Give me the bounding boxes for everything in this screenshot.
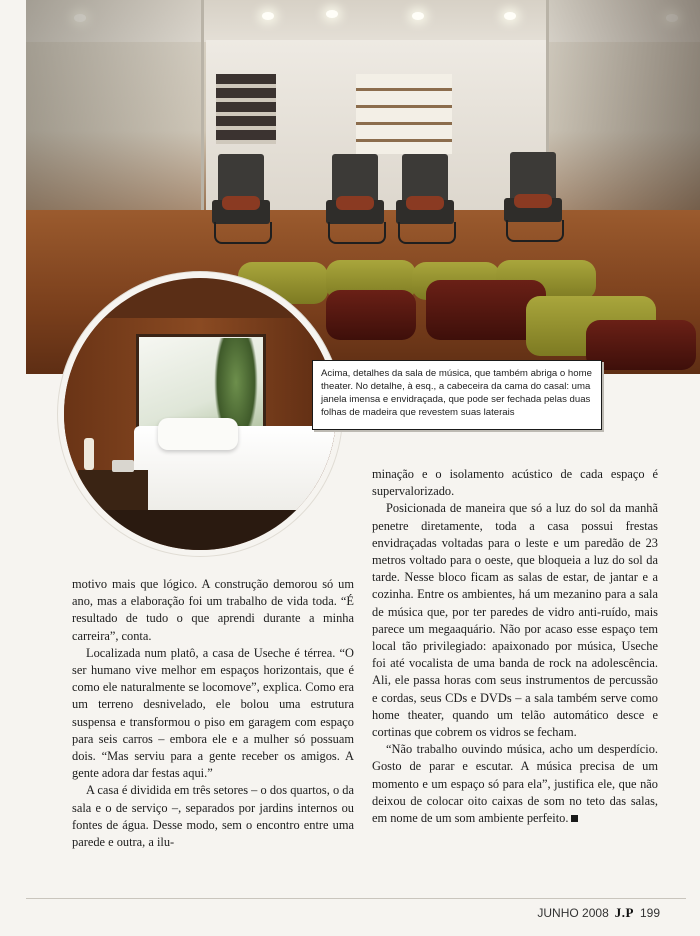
bedroom-inset-photo: [58, 272, 342, 556]
media-shelf: [216, 74, 276, 144]
paragraph: A casa é dividida em três setores – o dos quartos, o da sala e o de serviço –, separados por jardins internos ou fontes de água. Desse modo, sem o encontro entre uma parede e outra, a ilu-: [72, 783, 354, 850]
bedroom-floor: [64, 510, 336, 550]
floor-cushion: [586, 320, 696, 370]
footer-divider: [26, 898, 686, 899]
page-number: 199: [639, 906, 660, 920]
lounge-chair: [394, 154, 456, 242]
photo-caption: Acima, detalhes da sala de música, que também abriga o home theater. No detalhe, à esq., a cabeceira da cama do casal: uma janela imensa e envidraçada, que pode ser fechada pelas duas folhas de madeira que revestem suas laterais: [312, 360, 602, 430]
issue-date: JUNHO 2008: [537, 906, 609, 920]
floor-cushion: [326, 290, 416, 340]
magazine-logo: J.P: [614, 905, 634, 920]
ceiling-light: [504, 12, 516, 20]
nightstand: [78, 470, 148, 510]
lounge-chair: [324, 154, 386, 242]
lamp: [84, 438, 94, 470]
lounge-chair: [210, 154, 272, 242]
article-column-left: [72, 576, 354, 851]
paragraph: Localizada num platô, a casa de Useche é térrea. “O ser humano vive melhor em espaços horizontais, que é como ele naturalmente se locomove”, explica. Como era um terreno desnivelado, ele bolou uma estrutura suspensa e transformou o piso em garagem com espaço para seis carros – embora ele e a mulher só possuam dois. “Mas serviu para a gente receber os amigos. A gente adora dar festas aqui.”: [72, 645, 354, 781]
lounge-chair: [502, 152, 564, 240]
paragraph: [372, 741, 658, 827]
telephone: [112, 460, 134, 472]
paragraph: motivo mais que lógico. A construção demorou só um ano, mas a elaboração foi um trabalho de vida toda. “É resultado de tudo o que aprendi durante a minha carreira”, conta.: [72, 577, 354, 643]
paragraph: minação e o isolamento acústico de cada espaço é supervalorizado.: [372, 467, 658, 499]
article-column-right: [372, 466, 658, 827]
ceiling-light: [262, 12, 274, 20]
end-of-article-mark: [571, 815, 578, 822]
bed-pillow: [158, 418, 238, 450]
ceiling-light: [412, 12, 424, 20]
paragraph: Posicionada de maneira que só a luz do sol da manhã penetre diretamente, toda a casa possui frestas envidraçadas voltadas para o leste e um paredão de 23 metros voltado para o oeste, que bloqueia a luz do sol da tarde. Nesse bloco ficam as salas de estar, de jantar e a cozinha. Entre os ambientes, há um mezanino para a sala de música que, por ter paredes de vidro anti-ruído, mais parece um megaaquário. Não por acaso esse espaço tem local tão privilegiado: apaixonado por música, Useche foi até vocalista de uma banda de rock na adolescência. Ali, ele passa horas com seus instrumentos de percussão e cordas, seus CDs e DVDs – a sala também serve como home theater, quando um telão automático desce e cortinas que cobrem os vidros se fecham.: [372, 501, 658, 740]
paragraph-text: “Não trabalho ouvindo música, acho um desperdício. Gosto de parar e escutar. A música precisa de um momento e um espaço só para ela”, justifica ele, que não deixou de colocar oito caixas de som no teto das salas, em nome de um som ambiente perfeito.: [372, 742, 658, 826]
page-footer: [537, 905, 660, 921]
ceiling-light: [326, 10, 338, 18]
bookshelf: [356, 74, 452, 154]
